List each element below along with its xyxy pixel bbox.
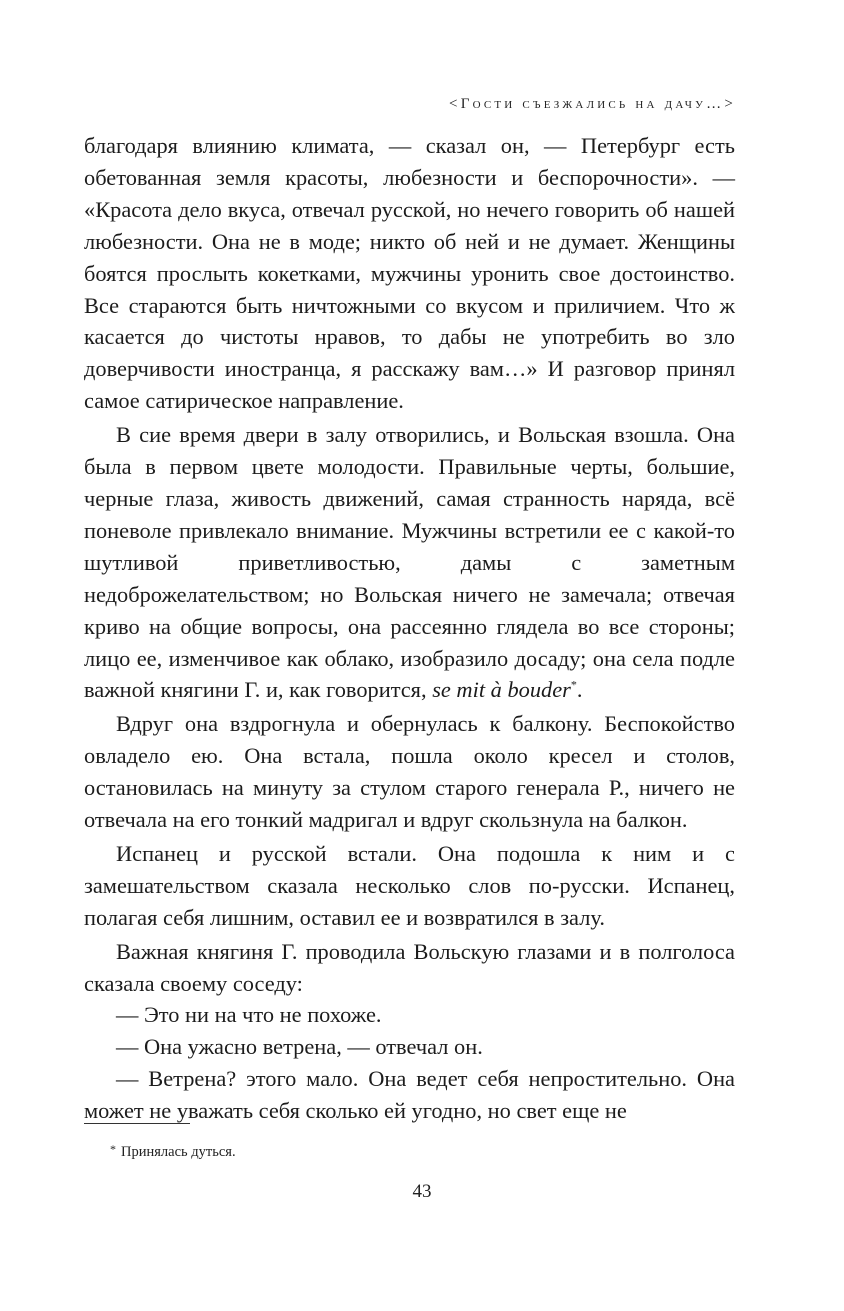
footnote-reference[interactable]: * — [570, 677, 577, 692]
french-phrase: se mit à bouder — [432, 677, 571, 703]
paragraph-2-text: В сие время двери в залу отворились, и Вольская взошла. Она была в первом цвете молодости. Правильные черты, большие, черные глаза, живость движений, самая странность наряда, всё поневоле привлекало внимание. Мужчины встретили ее с какой-то шутливой приветливостью, дамы с заметным недоброжелательством; но Вольская ничего не замечала; отвечая криво на общие вопросы, она рассеянно глядела во все стороны; лицо ее, изменчивое как облако, изобразило досаду; она села подле важной княгини Г. и, как говорится, — [84, 422, 735, 703]
footnote-text: Принялась дуться. — [121, 1144, 236, 1160]
dialogue-line-1: — Это ни на что не похоже. — [116, 1002, 382, 1028]
paragraph-2 — [84, 419, 735, 706]
footnote-rule — [84, 1123, 190, 1124]
running-head: <Гости съезжались на дачу…> — [449, 96, 736, 112]
paragraph-3: Вдруг она вздрогнула и обернулась к балкону. Беспокойство овладело ею. Она встала, пошла около кресел и столов, остановилась на минуту за стулом старого генерала Р., ничего не отвечала на его тонкий мадригал и вдруг скользнула на балкон. — [84, 711, 735, 833]
footnote-mark: * — [110, 1142, 116, 1156]
dialogue-line-2: — Она ужасно ветрена, — отвечал он. — [116, 1034, 483, 1060]
dialogue-line-3: — Ветрена? этого мало. Она ведет себя непростительно. Она может не уважать себя сколько ей угодно, но свет еще не — [84, 1066, 735, 1124]
page-number: 43 — [412, 1181, 432, 1202]
body-text — [84, 130, 735, 1127]
paragraph-5: Важная княгиня Г. проводила Вольскую глазами и в полголоса сказала своему соседу: — [84, 938, 735, 996]
paragraph-4: Испанец и русской встали. Она подошла к ним и с замешательством сказала несколько слов по-русски. Испанец, полагая себя лишним, оставил ее и возвратился в залу. — [84, 840, 735, 930]
paragraph-2-end: . — [576, 677, 583, 703]
footnote — [110, 1142, 236, 1161]
paragraph-1: благодаря влиянию климата, — сказал он, — Петербург есть обетованная земля красоты, любезности и беспорочности». — «Красота дело вкуса, отвечал русской, но нечего говорить об нашей любезности. Она не в моде; никто об ней и не думает. Женщины боятся прослыть кокетками, мужчины уронить свое достоинство. Все стараются быть ничтожными со вкусом и приличием. Что ж касается до чистоты нравов, то дабы не употребить во зло доверчивости иностранца, я расскажу вам…» И разговор принял самое сатирическое направление. — [84, 133, 735, 414]
